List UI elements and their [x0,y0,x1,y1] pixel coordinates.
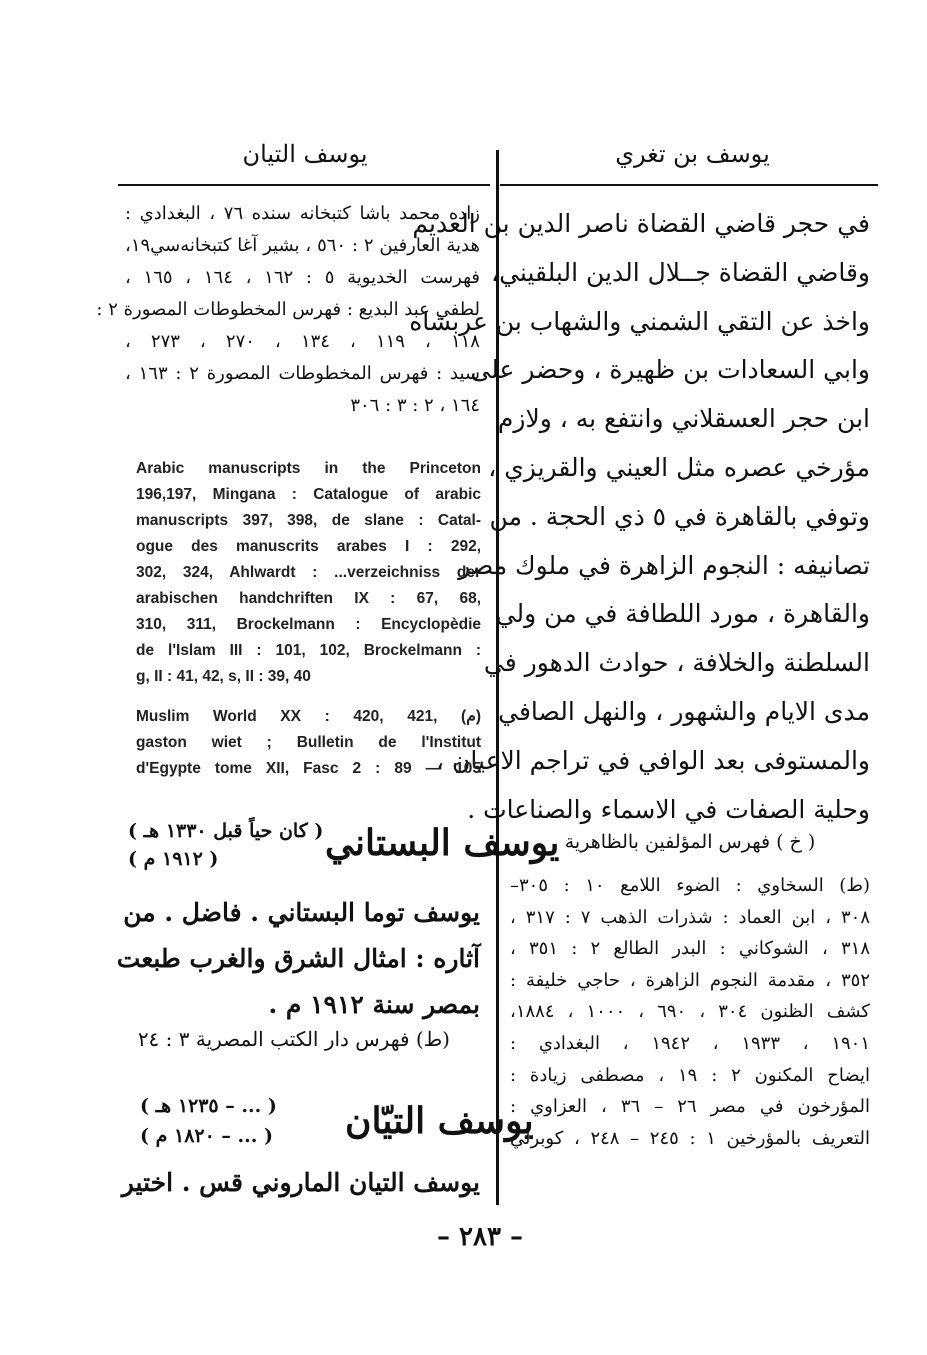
latin-references-a [136,456,481,690]
source-line: ٣٥٢ ، مقدمة النجوم الزاهرة ، حاجي خليفة : [510,969,870,991]
text-line: مدى الايام والشهور ، والنهل الصافي [498,696,870,726]
latin-line: ogue des manuscrits arabes I : 292, [136,538,481,555]
source-line: التعريف بالمؤرخين ١ : ٢٤٥ – ٢٤٨ ، كوبرلي [510,1127,870,1149]
latin-line: arabischen handchriften IX : 67, 68, [136,590,481,607]
latin-line: Arabic manuscripts in the Princeton [136,460,481,477]
text-line: السلطنة والخلافة ، حوادث الدهور في [483,648,870,678]
text-line: وابي السعادات بن ظهيرة ، وحضر على [470,355,870,385]
latin-line: g, II : 41, 42, s, II : 39, 40 [136,668,311,685]
entry-date-hijri: ( كان حياً قبل ١٣٣٠ هـ ) [128,820,324,842]
page-number: – ٢٨٣ – [436,1222,524,1252]
entry-body-tayyan [121,1160,480,1206]
text-line: في حجر قاضي القضاة ناصر الدين بن العديم [412,209,870,238]
text-line: وحلية الصفات في الاسماء والصناعات . [467,794,870,824]
source-line: (ط) السخاوي : الضوء اللامع ١٠ : ٣٠٥– [510,875,870,896]
left-column-references [96,198,480,422]
latin-line: gaston wiet ; Bulletin de l'Institut [136,734,481,751]
latin-line: 196,197, Mingana : Catalogue of arabic [136,486,481,503]
right-column-sources [510,870,870,1154]
latin-line: de l'Islam III : 101, 102, Brockelmann : [136,642,481,659]
entry-body-bustani [116,890,480,1028]
header-rule-right [500,184,878,186]
text-line: وتوفي بالقاهرة في ٥ ذي الحجة . من [489,501,870,531]
reference-line: ١١٨ ، ١١٩ ، ١٣٤ ، ٢٧٠ ، ٢٧٣ ، [125,331,480,352]
source-line: ايضاح المكنون ٢ : ١٩ ، مصطفى زيادة : [510,1064,870,1086]
latin-references-b [136,704,481,782]
text-line: وقاضي القضاة جــلال الدين البلقيني، [491,257,870,287]
reference-line: لطفي عبد البديع : فهرس المخطوطات المصورة ٢ : [96,299,480,320]
source-line: ٣١٨ ، الشوكاني : البدر الطالع ٢ : ٣٥١ ، [510,938,871,960]
text-line: والقاهرة ، مورد اللطافة في من ولي [495,599,870,629]
header-rule-left [118,184,490,186]
text-line: ابن حجر العسقلاني وانتفع به ، ولازم [497,404,870,434]
text-line: واخذ عن التقي الشمني والشهاب بن عربشاه [409,306,870,336]
entry-date-gregorian: ( ١٩١٢ م ) [128,848,219,870]
running-head-right: يوسف بن تغري [615,140,770,168]
latin-line: d'Egypte tome XII, Fasc 2 : 89 — 105 [136,760,481,777]
latin-line: 310, 311, Brockelmann : Encyclopèdie [136,616,481,633]
entry-line: يوسف التيان الماروني قس . اختير [121,1168,480,1197]
text-line: مؤرخي عصره مثل العيني والقريزي ، [488,452,870,482]
latin-line: 302, 324, Ahlwardt : ...verzeichniss der [136,564,481,581]
latin-line: Muslim World XX : 420, 421, (م) [136,708,481,725]
running-head-left: يوسف التيان [242,140,368,168]
entry-title-bustani: يوسف البستاني [325,822,560,864]
source-line: ٣٠٨ ، ابن العماد : شذرات الذهب ٧ : ٣١٧ ، [510,906,871,928]
entry-date-gregorian: ( ... – ١٨٢٠ م ) [140,1125,273,1147]
entry-reference-bustani: (ط) فهرس دار الكتب المصرية ٣ : ٢٤ [137,1027,450,1051]
reference-line: سيد : فهرس المخطوطات المصورة ٢ : ١٦٣ ، [125,363,480,384]
reference-line: زاده محمد باشا كتبخانه سنده ٧٦ ، البغدادي : [125,203,480,224]
sources-title: ( خ ) فهرس المؤلفين بالظاهرية [564,831,816,853]
source-line: كشف الظنون ٣٠٤ ، ٦٩٠ ، ١٠٠٠ ، ١٨٨٤، [510,1001,870,1023]
reference-line: ١٦٤ ، ٢ : ٣ : ٣٠٦ [350,395,480,416]
text-line: والمستوفى بعد الوافي في تراجم الاعيان ، [436,745,870,775]
text-line: تصانيفه : النجوم الزاهرة في ملوك مصر [458,550,870,580]
source-line: ١٩٠١ ، ١٩٣٣ ، ١٩٤٢ ، البغدادي : [510,1032,870,1054]
reference-line: هدية العارفين ٢ : ٥٦٠ ، بشير آغا كتبخانه‌سي١٩، [125,235,480,256]
latin-line: manuscripts 397, 398, de slane : Catal- [136,512,481,529]
entry-title-tayyan: يوسف التيّان [345,1100,534,1142]
entry-line: آثاره : امثال الشرق والغرب طبعت [116,944,480,973]
entry-line: يوسف توما البستاني . فاضل . من [123,898,480,927]
source-line: المؤرخون في مصر ٢٦ – ٣٦ ، العزاوي : [510,1096,870,1118]
entry-line: بمصر سنة ١٩١٢ م . [268,990,480,1019]
entry-date-hijri: ( ... – ١٢٣٥ هـ ) [140,1095,277,1117]
reference-line: فهرست الخديوية ٥ : ١٦٢ ، ١٦٤ ، ١٦٥ ، [125,267,480,288]
